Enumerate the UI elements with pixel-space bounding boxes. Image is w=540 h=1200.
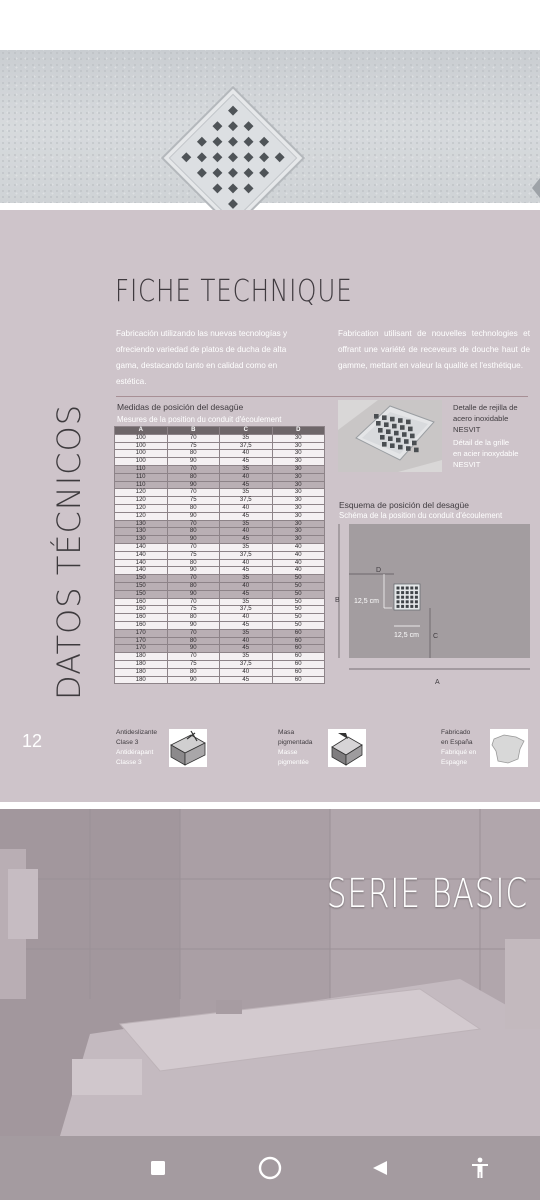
table-cell: 120 [115, 489, 168, 497]
spain-map-icon [490, 729, 528, 767]
table-cell: 100 [115, 442, 168, 450]
table-cell: 110 [115, 473, 168, 481]
intro-text-es: Fabricación utilizando las nuevas tecnologías y ofreciendo variedad de platos de ducha de alta gama, destacando tanto en calidad como en estética. [116, 329, 288, 386]
table-cell: 140 [115, 567, 168, 575]
table-row [115, 660, 325, 668]
system-navigation-bar [0, 1136, 540, 1200]
table-cell: 30 [272, 520, 325, 528]
table-row [115, 606, 325, 614]
table-row [115, 598, 325, 606]
accessibility-button[interactable] [464, 1152, 496, 1184]
table-caption-es: Medidas de posición del desagüe [117, 402, 244, 412]
table-cell: 120 [115, 512, 168, 520]
grate-text-es [453, 402, 518, 435]
table-cell: 110 [115, 465, 168, 473]
top-photo-drain [0, 50, 540, 203]
table-cell: 90 [167, 645, 220, 653]
table-cell: 160 [115, 614, 168, 622]
drain-schema-diagram [332, 522, 532, 686]
pigmented-mass-icon [328, 729, 366, 767]
table-row [115, 653, 325, 661]
table-row [115, 637, 325, 645]
table-row [115, 614, 325, 622]
table-cell: 90 [167, 536, 220, 544]
table-cell: 140 [115, 551, 168, 559]
table-row [115, 676, 325, 684]
table-cell: 30 [272, 458, 325, 466]
table-cell: 150 [115, 582, 168, 590]
table-header-cell: B [167, 427, 220, 435]
table-cell: 30 [272, 473, 325, 481]
triangle-back-icon [371, 1159, 389, 1177]
table-header-cell: A [115, 427, 168, 435]
table-cell: 80 [167, 450, 220, 458]
page-number: 12 [22, 731, 43, 751]
table-cell: 70 [167, 653, 220, 661]
feature-mass [278, 728, 312, 768]
antislip-icon [169, 729, 207, 767]
table-cell: 35 [220, 489, 273, 497]
table-cell: 30 [272, 434, 325, 442]
table-cell: 90 [167, 621, 220, 629]
table-header-cell: D [272, 427, 325, 435]
table-cell: 90 [167, 676, 220, 684]
table-cell: 30 [272, 528, 325, 536]
back-button[interactable] [364, 1152, 396, 1184]
tray-outline [349, 524, 530, 658]
table-cell: 50 [272, 621, 325, 629]
table-cell: 80 [167, 528, 220, 536]
table-row [115, 489, 325, 497]
grate-text-fr-line: Détail de la grille [453, 438, 510, 447]
bottom-photo-bathroom [0, 809, 540, 1136]
table-cell: 80 [167, 582, 220, 590]
table-cell: 70 [167, 575, 220, 583]
table-row [115, 536, 325, 544]
table-row [115, 629, 325, 637]
feature-text: pigmentada [278, 739, 313, 746]
table-row [115, 481, 325, 489]
table-row [115, 621, 325, 629]
table-row [115, 442, 325, 450]
table-cell: 90 [167, 458, 220, 466]
technical-sheet-page [0, 210, 540, 802]
table-cell: 60 [272, 637, 325, 645]
drain-grate-small [394, 584, 420, 610]
table-cell: 37,5 [220, 660, 273, 668]
table-cell: 40 [220, 559, 273, 567]
table-cell: 75 [167, 497, 220, 505]
table-cell: 40 [272, 551, 325, 559]
table-cell: 35 [220, 575, 273, 583]
table-cell: 90 [167, 567, 220, 575]
table-cell: 45 [220, 645, 273, 653]
table-cell: 35 [220, 465, 273, 473]
drain-grate-image [158, 81, 308, 231]
table-cell: 130 [115, 528, 168, 536]
table-cell: 37,5 [220, 497, 273, 505]
grate-text-es-line: Detalle de rejilla de [453, 403, 518, 412]
circle-icon [258, 1156, 282, 1180]
table-cell: 45 [220, 536, 273, 544]
schema-label-b: B [335, 597, 340, 604]
feature-text: Classe 3 [116, 759, 142, 766]
table-cell: 170 [115, 629, 168, 637]
table-header-cell: C [220, 427, 273, 435]
table-row [115, 458, 325, 466]
table-cell: 180 [115, 668, 168, 676]
table-cell: 40 [220, 637, 273, 645]
table-cell: 35 [220, 598, 273, 606]
table-cell: 160 [115, 606, 168, 614]
table-cell: 160 [115, 598, 168, 606]
table-cell: 37,5 [220, 442, 273, 450]
table-cell: 100 [115, 434, 168, 442]
table-cell: 80 [167, 614, 220, 622]
schema-caption-es: Esquema de posición del desagüe [339, 500, 469, 510]
table-row [115, 450, 325, 458]
table-cell: 130 [115, 520, 168, 528]
table-header-row [115, 427, 325, 435]
table-cell: 35 [220, 543, 273, 551]
table-cell: 170 [115, 637, 168, 645]
table-cell: 80 [167, 504, 220, 512]
table-cell: 50 [272, 590, 325, 598]
table-cell: 170 [115, 645, 168, 653]
recents-button[interactable] [142, 1152, 174, 1184]
series-title: SERIE BASIC [326, 871, 528, 917]
table-cell: 37,5 [220, 551, 273, 559]
table-cell: 150 [115, 590, 168, 598]
table-cell: 70 [167, 629, 220, 637]
table-cell: 35 [220, 653, 273, 661]
table-cell: 50 [272, 575, 325, 583]
feature-made-in-spain [441, 728, 476, 768]
divider [116, 396, 528, 397]
table-row [115, 512, 325, 520]
table-cell: 120 [115, 504, 168, 512]
table-cell: 40 [272, 559, 325, 567]
table-row [115, 559, 325, 567]
feature-text: Masa [278, 729, 295, 736]
table-cell: 110 [115, 481, 168, 489]
table-cell: 45 [220, 621, 273, 629]
bathroom-scene-image [0, 809, 540, 1136]
table-row [115, 575, 325, 583]
table-cell: 40 [220, 668, 273, 676]
table-cell: 70 [167, 598, 220, 606]
table-cell: 160 [115, 621, 168, 629]
table-cell: 40 [220, 450, 273, 458]
grate-detail-image [338, 400, 442, 472]
table-cell: 30 [272, 504, 325, 512]
table-cell: 35 [220, 629, 273, 637]
schema-label-a: A [435, 679, 440, 686]
feature-text: Antidérapant [116, 749, 154, 756]
table-cell: 80 [167, 559, 220, 567]
schema-label-c: C [433, 633, 439, 640]
table-cell: 40 [220, 614, 273, 622]
table-cell: 35 [220, 434, 273, 442]
table-cell: 150 [115, 575, 168, 583]
drain-position-table [114, 426, 325, 684]
table-row [115, 434, 325, 442]
table-cell: 100 [115, 458, 168, 466]
accessibility-icon [470, 1157, 490, 1179]
table-row [115, 520, 325, 528]
table-cell: 130 [115, 536, 168, 544]
schema-label-d: D [376, 567, 382, 574]
table-row [115, 645, 325, 653]
home-button[interactable] [254, 1152, 286, 1184]
table-cell: 70 [167, 489, 220, 497]
table-cell: 50 [272, 606, 325, 614]
schema-dim-left: 12,5 cm [354, 598, 379, 605]
table-row [115, 504, 325, 512]
table-cell: 37,5 [220, 606, 273, 614]
table-cell: 70 [167, 543, 220, 551]
table-cell: 90 [167, 512, 220, 520]
table-cell: 60 [272, 660, 325, 668]
table-cell: 180 [115, 653, 168, 661]
table-cell: 30 [272, 442, 325, 450]
table-row [115, 582, 325, 590]
table-cell: 35 [220, 520, 273, 528]
table-row [115, 497, 325, 505]
square-icon [150, 1160, 166, 1176]
table-cell: 120 [115, 497, 168, 505]
table-cell: 60 [272, 629, 325, 637]
table-row [115, 668, 325, 676]
table-cell: 30 [272, 465, 325, 473]
table-cell: 70 [167, 434, 220, 442]
grate-text-fr [453, 437, 518, 470]
table-cell: 80 [167, 668, 220, 676]
table-cell: 90 [167, 481, 220, 489]
feature-antislip [116, 728, 157, 768]
feature-text: pigmentée [278, 759, 309, 766]
page-title: FICHE TECHNIQUE [115, 274, 353, 309]
table-cell: 30 [272, 481, 325, 489]
table-cell: 75 [167, 660, 220, 668]
table-row [115, 567, 325, 575]
table-row [115, 590, 325, 598]
table-cell: 60 [272, 668, 325, 676]
table-cell: 50 [272, 582, 325, 590]
feature-text: Fabriqué en [441, 749, 477, 756]
table-row [115, 465, 325, 473]
feature-text: Clase 3 [116, 739, 139, 746]
vertical-title: DATOS TÉCNICOS [50, 403, 88, 700]
table-caption-fr: Mesures de la position du conduit d'écoulement [117, 415, 282, 424]
table-cell: 60 [272, 676, 325, 684]
table-cell: 30 [272, 497, 325, 505]
table-cell: 45 [220, 590, 273, 598]
table-cell: 140 [115, 543, 168, 551]
table-cell: 180 [115, 660, 168, 668]
grate-text-fr-line: NESVIT [453, 460, 481, 469]
table-row [115, 551, 325, 559]
grate-text-es-line: acero inoxidable [453, 414, 509, 423]
intro-text-fr: Fabrication utilisant de nouvelles technologies et offrant une variété de receveurs de douche haut de gamme, mettant en valeur la qualité et l'esthétique. [338, 329, 530, 370]
table-row [115, 473, 325, 481]
table-cell: 70 [167, 520, 220, 528]
table-cell: 70 [167, 465, 220, 473]
table-cell: 45 [220, 567, 273, 575]
table-cell: 100 [115, 450, 168, 458]
table-cell: 40 [272, 567, 325, 575]
table-cell: 40 [220, 473, 273, 481]
schema-dim-bottom: 12,5 cm [394, 632, 419, 639]
table-cell: 40 [220, 528, 273, 536]
feature-text: Masse [278, 749, 298, 756]
table-cell: 80 [167, 637, 220, 645]
table-cell: 75 [167, 442, 220, 450]
table-row [115, 528, 325, 536]
table-cell: 60 [272, 645, 325, 653]
table-row [115, 543, 325, 551]
table-cell: 90 [167, 590, 220, 598]
feature-text: Fabricado [441, 729, 471, 736]
table-cell: 45 [220, 458, 273, 466]
grate-text-fr-line: en acier inoxydable [453, 449, 519, 458]
table-cell: 60 [272, 653, 325, 661]
feature-text: Antideslizante [116, 729, 158, 736]
table-cell: 40 [272, 543, 325, 551]
table-cell: 30 [272, 489, 325, 497]
table-cell: 75 [167, 606, 220, 614]
schema-caption-fr: Schéma de la position du conduit d'écoulement [339, 511, 503, 520]
table-cell: 45 [220, 676, 273, 684]
table-cell: 50 [272, 614, 325, 622]
table-cell: 80 [167, 473, 220, 481]
feature-text: en España [441, 739, 473, 746]
table-cell: 180 [115, 676, 168, 684]
table-cell: 40 [220, 582, 273, 590]
table-cell: 45 [220, 512, 273, 520]
table-cell: 30 [272, 450, 325, 458]
table-cell: 30 [272, 512, 325, 520]
table-cell: 75 [167, 551, 220, 559]
table-cell: 30 [272, 536, 325, 544]
table-cell: 50 [272, 598, 325, 606]
feature-text: Espagne [441, 759, 468, 766]
table-cell: 40 [220, 504, 273, 512]
table-cell: 45 [220, 481, 273, 489]
next-arrow-icon [532, 178, 540, 198]
table-cell: 140 [115, 559, 168, 567]
grate-text-es-line: NESVIT [453, 425, 481, 434]
